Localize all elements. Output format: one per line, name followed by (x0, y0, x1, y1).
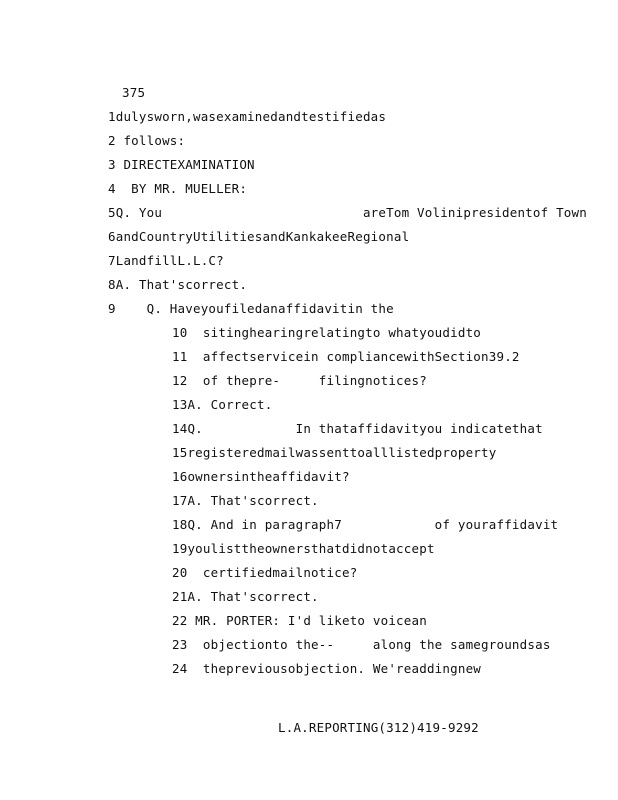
transcript-line-24: 24 thepreviousobjection. We'readdingnew (172, 661, 482, 676)
transcript-line-7: 7LandfillL.L.C? (108, 253, 224, 268)
transcript-line-6: 6andCountryUtilitiesandKankakeeRegional (108, 229, 410, 244)
transcript-line-2: 2 follows: (108, 133, 186, 148)
transcript-line-1: 1dulysworn,wasexaminedandtestifiedas (108, 109, 387, 124)
transcript-line-15: 15registeredmailwassenttoalllistedproperty (172, 445, 497, 460)
transcript-line-14: 14Q. In thataffidavityou indicatethat (172, 421, 543, 436)
transcript-line-21: 21A. That'scorrect. (172, 589, 319, 604)
transcript-line-22: 22 MR. PORTER: I'd liketo voicean (172, 613, 427, 628)
transcript-line-10: 10 sitinghearingrelatingto whatyoudidto (172, 325, 482, 340)
transcript-line-13: 13A. Correct. (172, 397, 273, 412)
transcript-line-12: 12 of thepre- filingnotices? (172, 373, 427, 388)
page-number: 375 (122, 85, 146, 100)
transcript-line-16: 16ownersintheaffidavit? (172, 469, 350, 484)
transcript-line-5: 5Q. You areTom Volinipresidentof Town (108, 205, 587, 220)
transcript-line-8: 8A. That'scorrect. (108, 277, 248, 292)
reporter-footer: L.A.REPORTING(312)419-9292 (278, 720, 479, 735)
transcript-line-18: 18Q. And in paragraph7 of youraffidavit (172, 517, 559, 532)
transcript-line-11: 11 affectservicein compliancewithSection39.2 (172, 349, 520, 364)
transcript-line-19: 19youlisttheownersthatdidnotaccept (172, 541, 435, 556)
transcript-line-17: 17A. That'scorrect. (172, 493, 319, 508)
transcript-line-23: 23 objectionto the-- along the samegroundsas (172, 637, 551, 652)
transcript-line-3: 3 DIRECTEXAMINATION (108, 157, 255, 172)
transcript-line-20: 20 certifiedmailnotice? (172, 565, 358, 580)
transcript-line-9: 9 Q. Haveyoufiledanaffidavitin the (108, 301, 394, 316)
transcript-line-4: 4 BY MR. MUELLER: (108, 181, 248, 196)
